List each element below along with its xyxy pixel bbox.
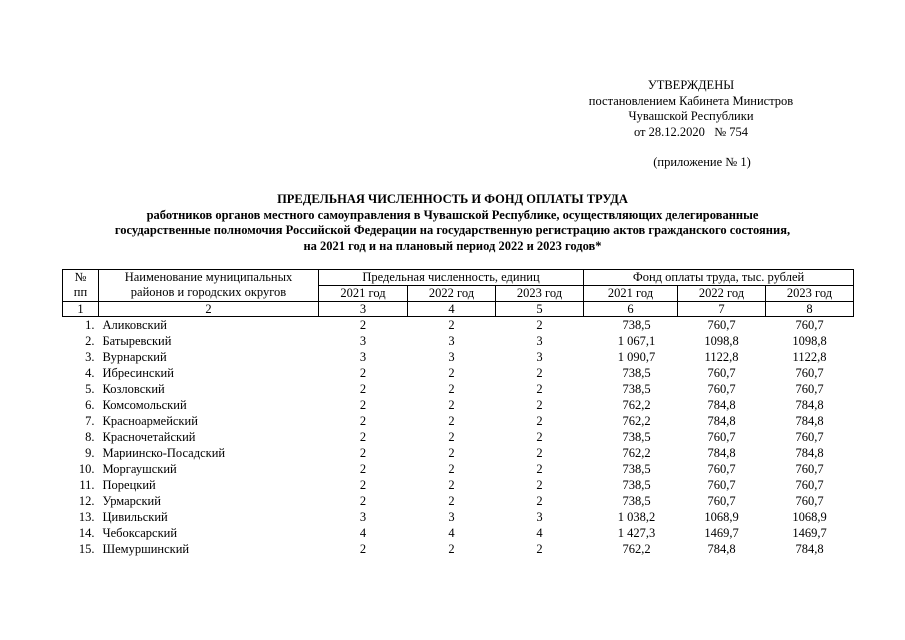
header-count-2023: 2023 год [496, 286, 584, 302]
row-count-2022: 2 [448, 414, 455, 428]
row-number: 1. [85, 318, 95, 332]
title-subtitle-1: работников органов местного самоуправления в Чувашской Республике, осуществляющих делегированные [146, 207, 759, 222]
row-fund-2021: 1 090,7 [617, 350, 656, 364]
row-count-2023: 3 [536, 510, 543, 524]
row-number: 5. [85, 382, 95, 396]
approval-gap [556, 140, 826, 155]
row-count-2022: 3 [448, 334, 455, 348]
row-fund-2021: 762,2 [622, 398, 651, 412]
row-number: 13. [78, 510, 95, 524]
table-row [63, 381, 854, 397]
row-district-name: Мариинско-Посадский [102, 446, 226, 460]
row-fund-2022: 784,8 [707, 414, 736, 428]
table-row [63, 445, 854, 461]
row-count-2022: 2 [448, 318, 455, 332]
table-row [63, 365, 854, 381]
table-body [63, 317, 854, 558]
row-fund-2022: 760,7 [707, 366, 736, 380]
column-number: 7 [678, 302, 766, 317]
table-row [63, 477, 854, 493]
table-row [63, 541, 854, 557]
table-row [63, 429, 854, 445]
row-count-2023: 2 [536, 478, 543, 492]
row-district-name: Комсомольский [102, 398, 187, 412]
table-row [63, 509, 854, 525]
row-fund-2023: 760,7 [795, 462, 824, 476]
row-count-2023: 2 [536, 542, 543, 556]
row-count-2022: 3 [448, 350, 455, 364]
row-count-2023: 2 [536, 446, 543, 460]
document-title [40, 192, 865, 254]
column-number: 1 [63, 302, 99, 317]
row-number: 14. [78, 526, 95, 540]
approval-approved: УТВЕРЖДЕНЫ [647, 78, 735, 92]
row-fund-2022: 760,7 [707, 430, 736, 444]
row-count-2021: 3 [359, 350, 367, 364]
row-fund-2021: 738,5 [622, 318, 651, 332]
row-fund-2022: 784,8 [707, 398, 736, 412]
row-fund-2021: 762,2 [622, 542, 651, 556]
row-count-2022: 2 [448, 430, 455, 444]
row-number: 15. [78, 542, 95, 556]
row-count-2021: 3 [359, 510, 367, 524]
column-number: 5 [496, 302, 584, 317]
row-fund-2022: 760,7 [707, 494, 736, 508]
row-district-name: Вурнарский [102, 350, 167, 364]
table-header [63, 270, 854, 317]
row-district-name: Порецкий [102, 478, 156, 492]
row-count-2022: 2 [448, 366, 455, 380]
table-row [63, 493, 854, 509]
row-count-2022: 2 [448, 478, 455, 492]
row-fund-2023: 1098,8 [792, 334, 827, 348]
row-number: 11. [79, 478, 95, 492]
row-district-name: Цивильский [102, 510, 168, 524]
table-row [63, 333, 854, 349]
table-row [63, 349, 854, 365]
row-count-2022: 3 [448, 510, 455, 524]
row-fund-2022: 784,8 [707, 446, 736, 460]
row-number: 4. [85, 366, 95, 380]
row-fund-2023: 760,7 [795, 382, 824, 396]
row-fund-2023: 1122,8 [792, 350, 827, 364]
column-number: 6 [584, 302, 678, 317]
row-fund-2023: 1068,9 [792, 510, 827, 524]
header-fund-group: Фонд оплаты труда, тыс. рублей [584, 270, 854, 286]
row-fund-2021: 738,5 [622, 382, 651, 396]
row-fund-2021: 1 427,3 [617, 526, 656, 540]
header-fund-2021: 2021 год [584, 286, 678, 302]
title-subtitle-3: на 2021 год и на плановый период 2022 и 2023 годов* [303, 238, 602, 253]
header-fund-2022: 2022 год [678, 286, 766, 302]
row-fund-2021: 1 067,1 [617, 334, 656, 348]
row-count-2021: 2 [359, 414, 367, 428]
row-fund-2021: 738,5 [622, 478, 651, 492]
row-fund-2023: 784,8 [795, 542, 824, 556]
row-district-name: Ибресинский [102, 366, 174, 380]
row-number: 3. [85, 350, 95, 364]
row-district-name: Урмарский [102, 494, 161, 508]
row-count-2021: 2 [359, 478, 367, 492]
row-fund-2023: 760,7 [795, 318, 824, 332]
row-count-2021: 2 [359, 366, 367, 380]
row-count-2021: 2 [359, 318, 367, 332]
row-fund-2023: 760,7 [795, 478, 824, 492]
table-row [63, 397, 854, 413]
table-row [63, 525, 854, 541]
row-count-2023: 2 [536, 494, 543, 508]
row-count-2021: 2 [359, 430, 367, 444]
row-count-2021: 2 [359, 446, 367, 460]
row-fund-2022: 1068,9 [704, 510, 739, 524]
title-subtitle-2: государственные полномочия Российской Федерации на государственную регистрацию актов гражданского состояния, [114, 223, 791, 237]
row-count-2022: 2 [448, 446, 455, 460]
row-fund-2021: 738,5 [622, 494, 651, 508]
row-number: 12. [78, 494, 95, 508]
row-number: 10. [78, 462, 95, 476]
row-fund-2021: 738,5 [622, 462, 651, 476]
column-number: 2 [99, 302, 319, 317]
row-fund-2023: 760,7 [795, 430, 824, 444]
row-count-2023: 2 [536, 366, 543, 380]
row-fund-2022: 1122,8 [704, 350, 739, 364]
row-district-name: Чебоксарский [102, 526, 178, 540]
row-count-2023: 2 [536, 430, 543, 444]
row-count-2022: 4 [448, 526, 455, 540]
row-count-2023: 4 [536, 526, 543, 540]
row-count-2021: 2 [359, 494, 367, 508]
approval-resolution: постановлением Кабинета Министров [588, 93, 794, 108]
row-fund-2022: 784,8 [707, 542, 736, 556]
row-number: 7. [85, 414, 95, 428]
column-number-row [63, 302, 854, 317]
row-district-name: Красноармейский [102, 414, 198, 428]
row-fund-2023: 760,7 [795, 366, 824, 380]
approval-block [556, 78, 826, 171]
row-fund-2023: 760,7 [795, 494, 824, 508]
row-district-name: Аликовский [102, 318, 167, 332]
data-table [62, 269, 854, 557]
row-fund-2021: 738,5 [622, 366, 651, 380]
row-count-2022: 2 [448, 382, 455, 396]
row-count-2021: 3 [359, 334, 367, 348]
row-fund-2021: 762,2 [622, 414, 651, 428]
row-fund-2022: 1469,7 [704, 526, 739, 540]
approval-appendix: (приложение № 1) [653, 155, 751, 169]
row-count-2021: 2 [359, 542, 367, 556]
row-fund-2022: 760,7 [707, 462, 736, 476]
row-fund-2023: 784,8 [795, 398, 824, 412]
row-fund-2022: 760,7 [707, 318, 736, 332]
row-fund-2021: 738,5 [622, 430, 651, 444]
approval-date-number: от 28.12.2020 № 754 [633, 124, 749, 139]
row-count-2023: 3 [536, 350, 543, 364]
row-fund-2022: 760,7 [707, 478, 736, 492]
row-fund-2021: 762,2 [622, 446, 651, 460]
column-number: 3 [319, 302, 408, 317]
row-count-2022: 2 [448, 462, 455, 476]
table-row [63, 461, 854, 477]
row-count-2023: 2 [536, 398, 543, 412]
column-number: 8 [766, 302, 854, 317]
row-count-2022: 2 [448, 398, 455, 412]
header-count-group: Предельная численность, единиц [319, 270, 584, 286]
row-count-2023: 2 [536, 382, 543, 396]
row-count-2022: 2 [448, 494, 455, 508]
table-row [63, 413, 854, 429]
header-count-2022: 2022 год [408, 286, 496, 302]
row-count-2021: 4 [359, 526, 367, 540]
table-row [63, 317, 854, 334]
header-name: Наименование муниципальных районов и городских округов [99, 270, 319, 302]
row-count-2023: 2 [536, 318, 543, 332]
header-count-2021: 2021 год [319, 286, 408, 302]
approval-republic: Чувашской Республики [628, 109, 754, 123]
row-count-2021: 2 [359, 398, 367, 412]
row-count-2022: 2 [448, 542, 455, 556]
row-district-name: Красночетайский [102, 430, 196, 444]
row-count-2023: 3 [536, 334, 543, 348]
header-fund-2023: 2023 год [766, 286, 854, 302]
row-count-2023: 2 [536, 414, 543, 428]
title-main: ПРЕДЕЛЬНАЯ ЧИСЛЕННОСТЬ И ФОНД ОПЛАТЫ ТРУДА [277, 192, 628, 206]
row-fund-2023: 784,8 [795, 446, 824, 460]
row-fund-2022: 1098,8 [704, 334, 739, 348]
row-fund-2023: 784,8 [795, 414, 824, 428]
row-district-name: Шемуршинский [102, 542, 190, 556]
row-count-2023: 2 [536, 462, 543, 476]
row-number: 2. [85, 334, 95, 348]
row-number: 6. [85, 398, 95, 412]
column-number: 4 [408, 302, 496, 317]
header-num: № пп [63, 270, 99, 302]
row-district-name: Козловский [102, 382, 165, 396]
row-fund-2023: 1469,7 [792, 526, 827, 540]
row-number: 9. [85, 446, 95, 460]
row-district-name: Батыревский [102, 334, 172, 348]
row-number: 8. [85, 430, 95, 444]
row-fund-2022: 760,7 [707, 382, 736, 396]
row-count-2021: 2 [359, 382, 367, 396]
row-fund-2021: 1 038,2 [617, 510, 656, 524]
row-count-2021: 2 [359, 462, 367, 476]
row-district-name: Моргаушский [102, 462, 177, 476]
